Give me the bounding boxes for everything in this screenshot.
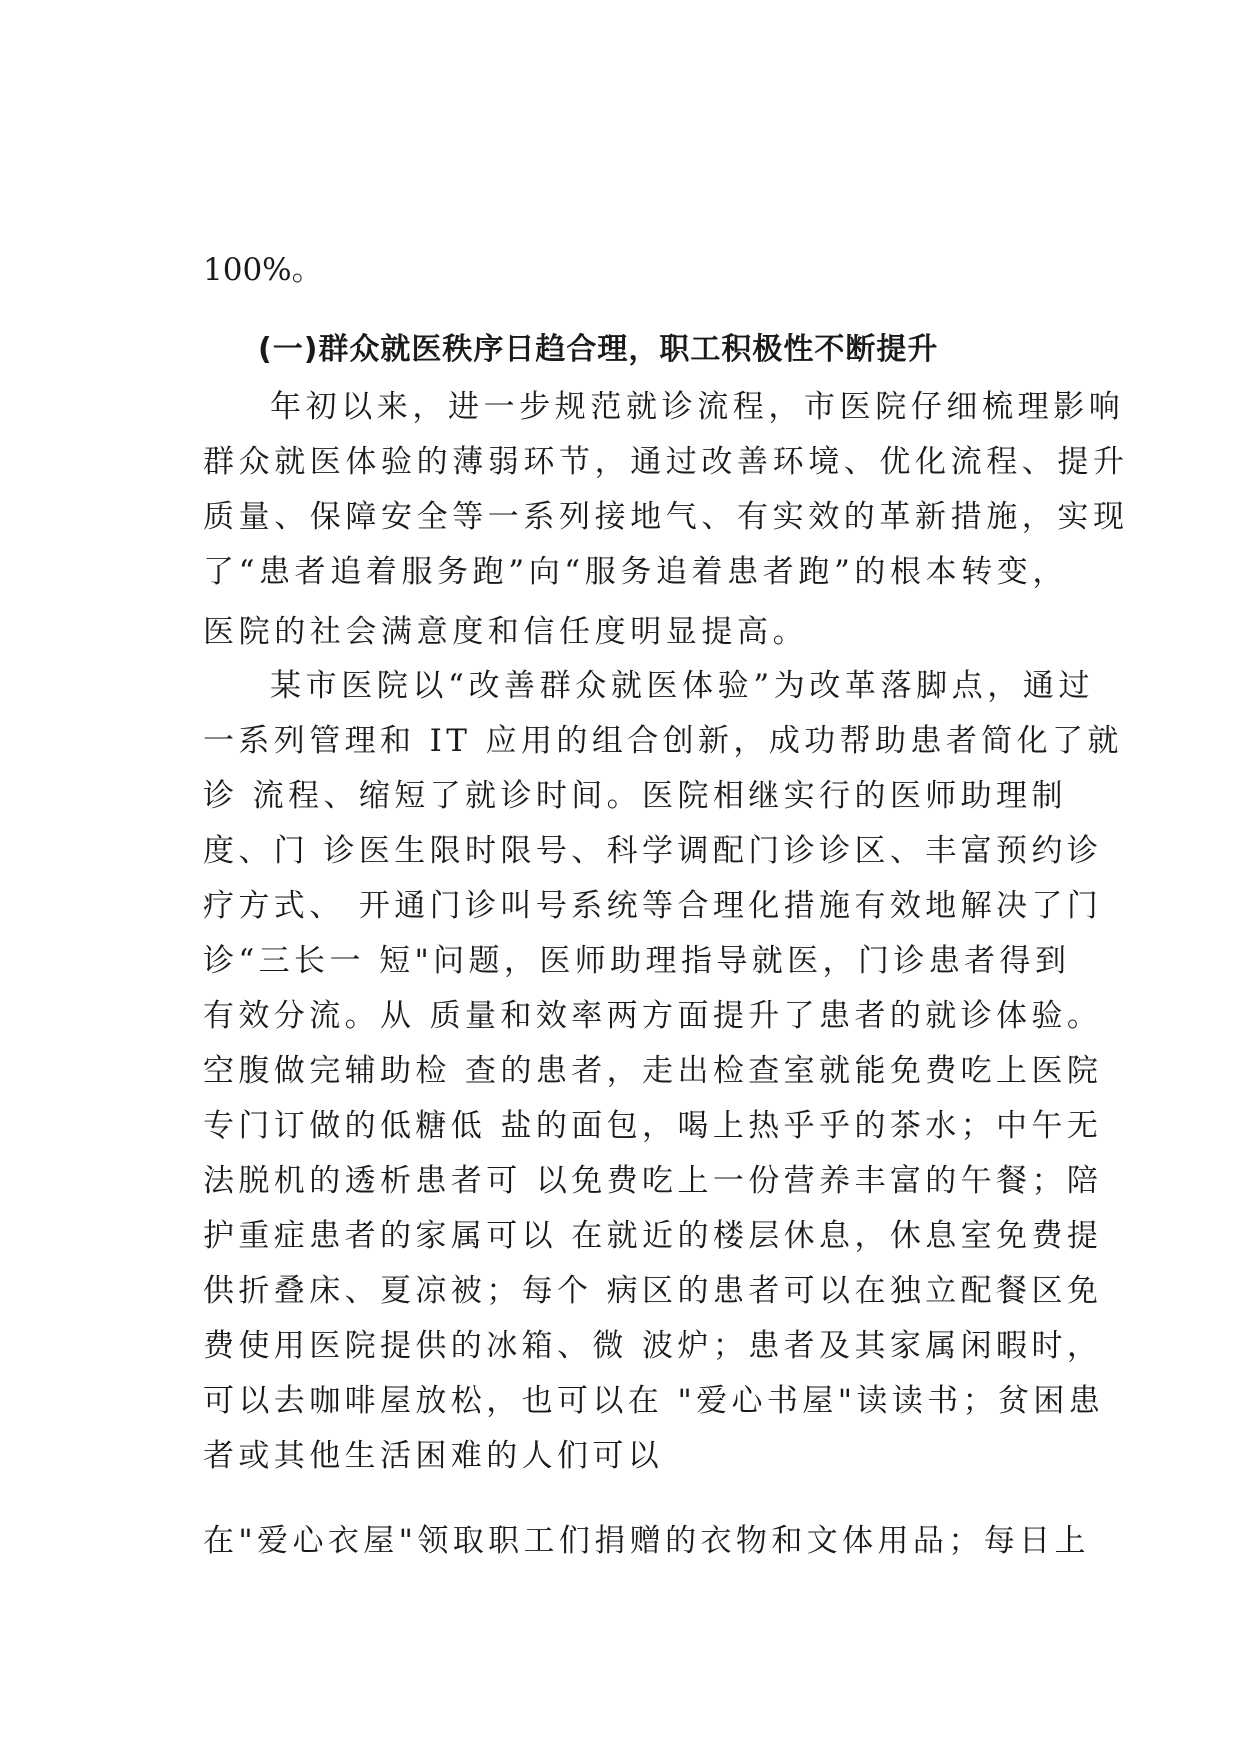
- paragraph-line: 疗方式、 开通门诊叫号系统等合理化措施有效地解决了门: [203, 888, 1103, 924]
- paragraph-line: 诊“三长一 短"问题，医师助理指导就医，门诊患者得到: [203, 943, 1071, 979]
- paragraph-line: 有效分流。从 质量和效率两方面提升了患者的就诊体验。: [203, 998, 1103, 1034]
- paragraph-line: 了“患者追着服务跑”向“服务追着患者跑”的根本转变，: [203, 554, 1068, 590]
- paragraph-line: 度、门 诊医生限时限号、科学调配门诊诊区、丰富预约诊: [203, 833, 1103, 869]
- paragraph-line: 专门订做的低糖低 盐的面包，喝上热乎乎的茶水；中午无: [203, 1108, 1103, 1144]
- continuation-text: 100%。: [203, 252, 323, 288]
- paragraph-line: 年初以来，进一步规范就诊流程，市医院仔细梳理影响: [270, 389, 1125, 425]
- paragraph-line: 护重症患者的家属可以 在就近的楼层休息，休息室免费提: [203, 1218, 1103, 1254]
- paragraph-line: 者或其他生活困难的人们可以: [203, 1438, 664, 1474]
- paragraph-line: 可以去咖啡屋放松，也可以在 "爱心书屋"读读书；贫困患: [203, 1383, 1105, 1419]
- paragraph-line: 供折叠床、夏凉被；每个 病区的患者可以在独立配餐区免: [203, 1273, 1103, 1309]
- paragraph-line: 诊 流程、缩短了就诊时间。医院相继实行的医师助理制: [203, 778, 1067, 814]
- paragraph-line: 空腹做完辅助检 查的患者，走出检查室就能免费吃上医院: [203, 1053, 1103, 1089]
- paragraph-line: 群众就医体验的薄弱环节，通过改善环境、优化流程、提升: [203, 444, 1129, 480]
- paragraph-line: 质量、保障安全等一系列接地气、有实效的革新措施，实现: [203, 499, 1129, 535]
- paragraph-line: 一系列管理和 IT 应用的组合创新，成功帮助患者简化了就: [203, 723, 1123, 759]
- paragraph-line: 某市医院以“改善群众就医体验”为改革落脚点，通过: [270, 668, 1095, 704]
- paragraph-line: 医院的社会满意度和信任度明显提高。: [203, 614, 809, 650]
- paragraph-line: 在"爱心衣屋"领取职工们捐赠的衣物和文体用品；每日上: [203, 1523, 1090, 1559]
- paragraph-line: 法脱机的透析患者可 以免费吃上一份营养丰富的午餐；陪: [203, 1163, 1103, 1199]
- paragraph-line: 费使用医院提供的冰箱、微 波炉；患者及其家属闲暇时，: [203, 1328, 1103, 1364]
- section-heading: (一)群众就医秩序日趋合理，职工积极性不断提升: [258, 332, 939, 367]
